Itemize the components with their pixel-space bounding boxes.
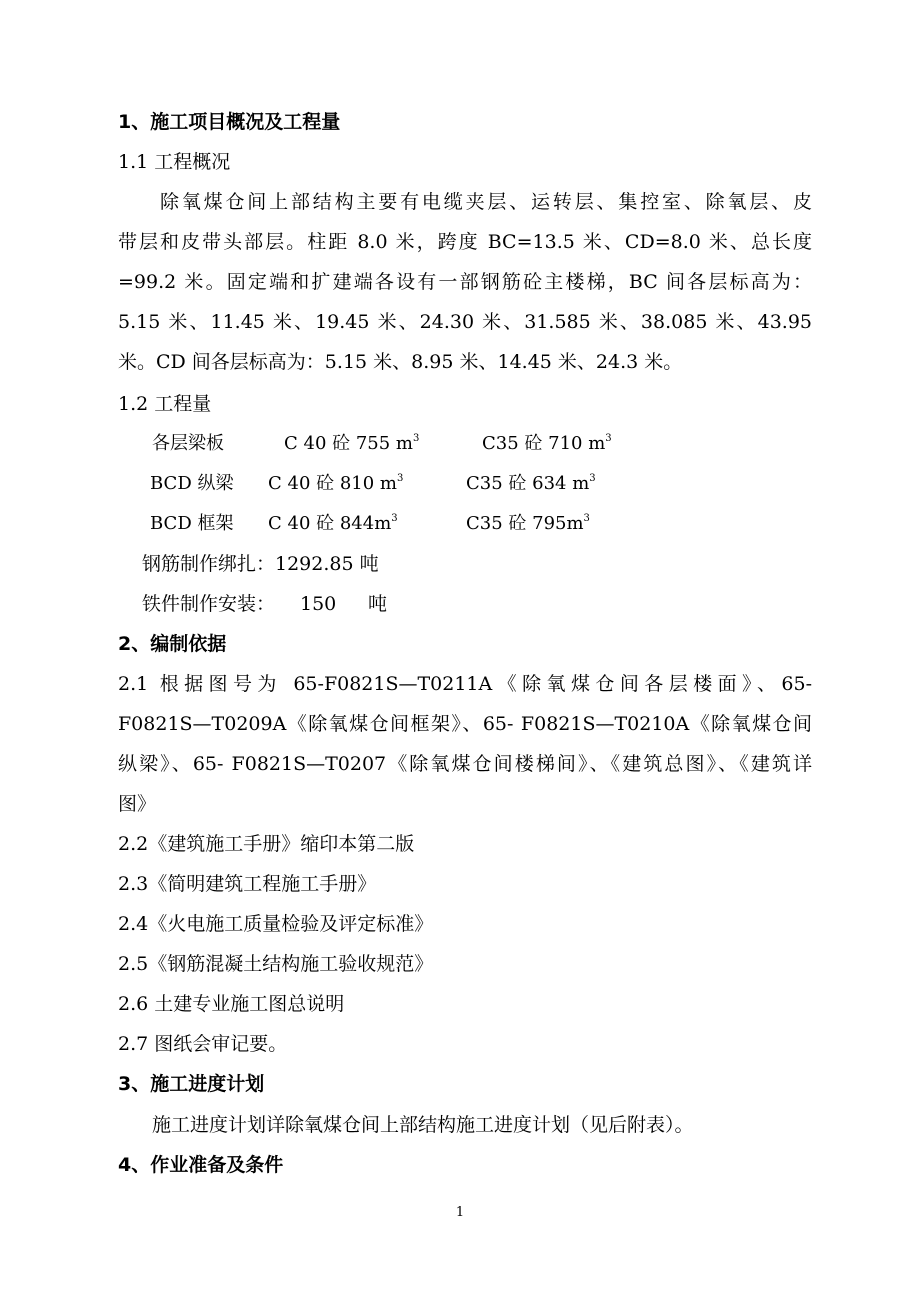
iron-label: 铁件制作安装： (142, 593, 276, 615)
iron-value: 150 (300, 593, 337, 615)
qty-c40-1: C 40 砼 755 $m^3$ (284, 433, 420, 454)
page-number: 1 (455, 1205, 465, 1220)
basis-2-1-line-4: 图》 (118, 793, 157, 815)
basis-2-5: 2.5《钢筋混凝土结构施工验收规范》 (118, 953, 434, 975)
basis-2-1-line-2: F0821S—T0209A《除氧煤仓间框架》、65- F0821S—T0210A《除氧煤仓间 (118, 713, 812, 735)
basis-2-1-line-3: 纵梁》、65- F0821S—T0207《除氧煤仓间楼梯间》、《建筑总图》、《建筑详 (118, 753, 812, 775)
qty-item-1: 各层梁板 (152, 433, 224, 454)
basis-2-1-line-1: 2.1 根据图号为 65-F0821S—T0211A《除氧煤仓间各层楼面》、65- (118, 673, 812, 695)
basis-2-3: 2.3《简明建筑工程施工手册》 (118, 873, 377, 895)
overview-line-3: =99.2 米。固定端和扩建端各设有一部钢筋砼主楼梯，BC 间各层标高为： (118, 271, 812, 293)
qty-c40-3: C 40 砼 $844m^3$ (268, 513, 398, 534)
qty-item-2: BCD 纵梁 (150, 473, 234, 494)
basis-2-7: 2.7 图纸会审记要。 (118, 1033, 288, 1055)
overview-line-4: 5.15 米、11.45 米、19.45 米、24.30 米、31.585 米、38.085 米、43.95 (118, 311, 812, 333)
iron-unit: 吨 (368, 593, 388, 615)
section3-heading: 3、施工进度计划 (118, 1073, 265, 1095)
basis-2-6: 2.6 土建专业施工图总说明 (118, 993, 345, 1015)
basis-2-4: 2.4《火电施工质量检验及评定标准》 (118, 913, 434, 935)
qty-c40-2: C 40 砼 810 $m^3$ (268, 473, 404, 494)
schedule-text: 施工进度计划详除氧煤仓间上部结构施工进度计划（见后附表）。 (152, 1114, 694, 1136)
rebar-quantity: 钢筋制作绑扎：1292.85 吨 (142, 553, 379, 575)
section2-heading: 2、编制依据 (118, 633, 227, 655)
section1-heading: 1、施工项目概况及工程量 (118, 111, 341, 133)
subsection-1-1: 1.1 工程概况 (118, 151, 231, 173)
overview-line-2: 带层和皮带头部层。柱距 8.0 米，跨度 BC=13.5 米、CD=8.0 米、总长度 (118, 231, 812, 253)
qty-c35-3: C35 砼 $795m^3$ (466, 513, 590, 534)
subsection-1-2: 1.2 工程量 (118, 393, 212, 415)
qty-c35-1: C35 砼 710 $m^3$ (482, 433, 612, 454)
section4-heading: 4、作业准备及条件 (118, 1154, 284, 1176)
qty-c35-2: C35 砼 634 $m^3$ (466, 473, 596, 494)
basis-2-2: 2.2《建筑施工手册》缩印本第二版 (118, 833, 415, 855)
overview-line-1: 除氧煤仓间上部结构主要有电缆夹层、运转层、集控室、除氧层、皮 (160, 191, 812, 213)
overview-line-5: 米。CD 间各层标高为：5.15 米、8.95 米、14.45 米、24.3 米。 (118, 351, 683, 373)
qty-item-3: BCD 框架 (150, 513, 234, 534)
